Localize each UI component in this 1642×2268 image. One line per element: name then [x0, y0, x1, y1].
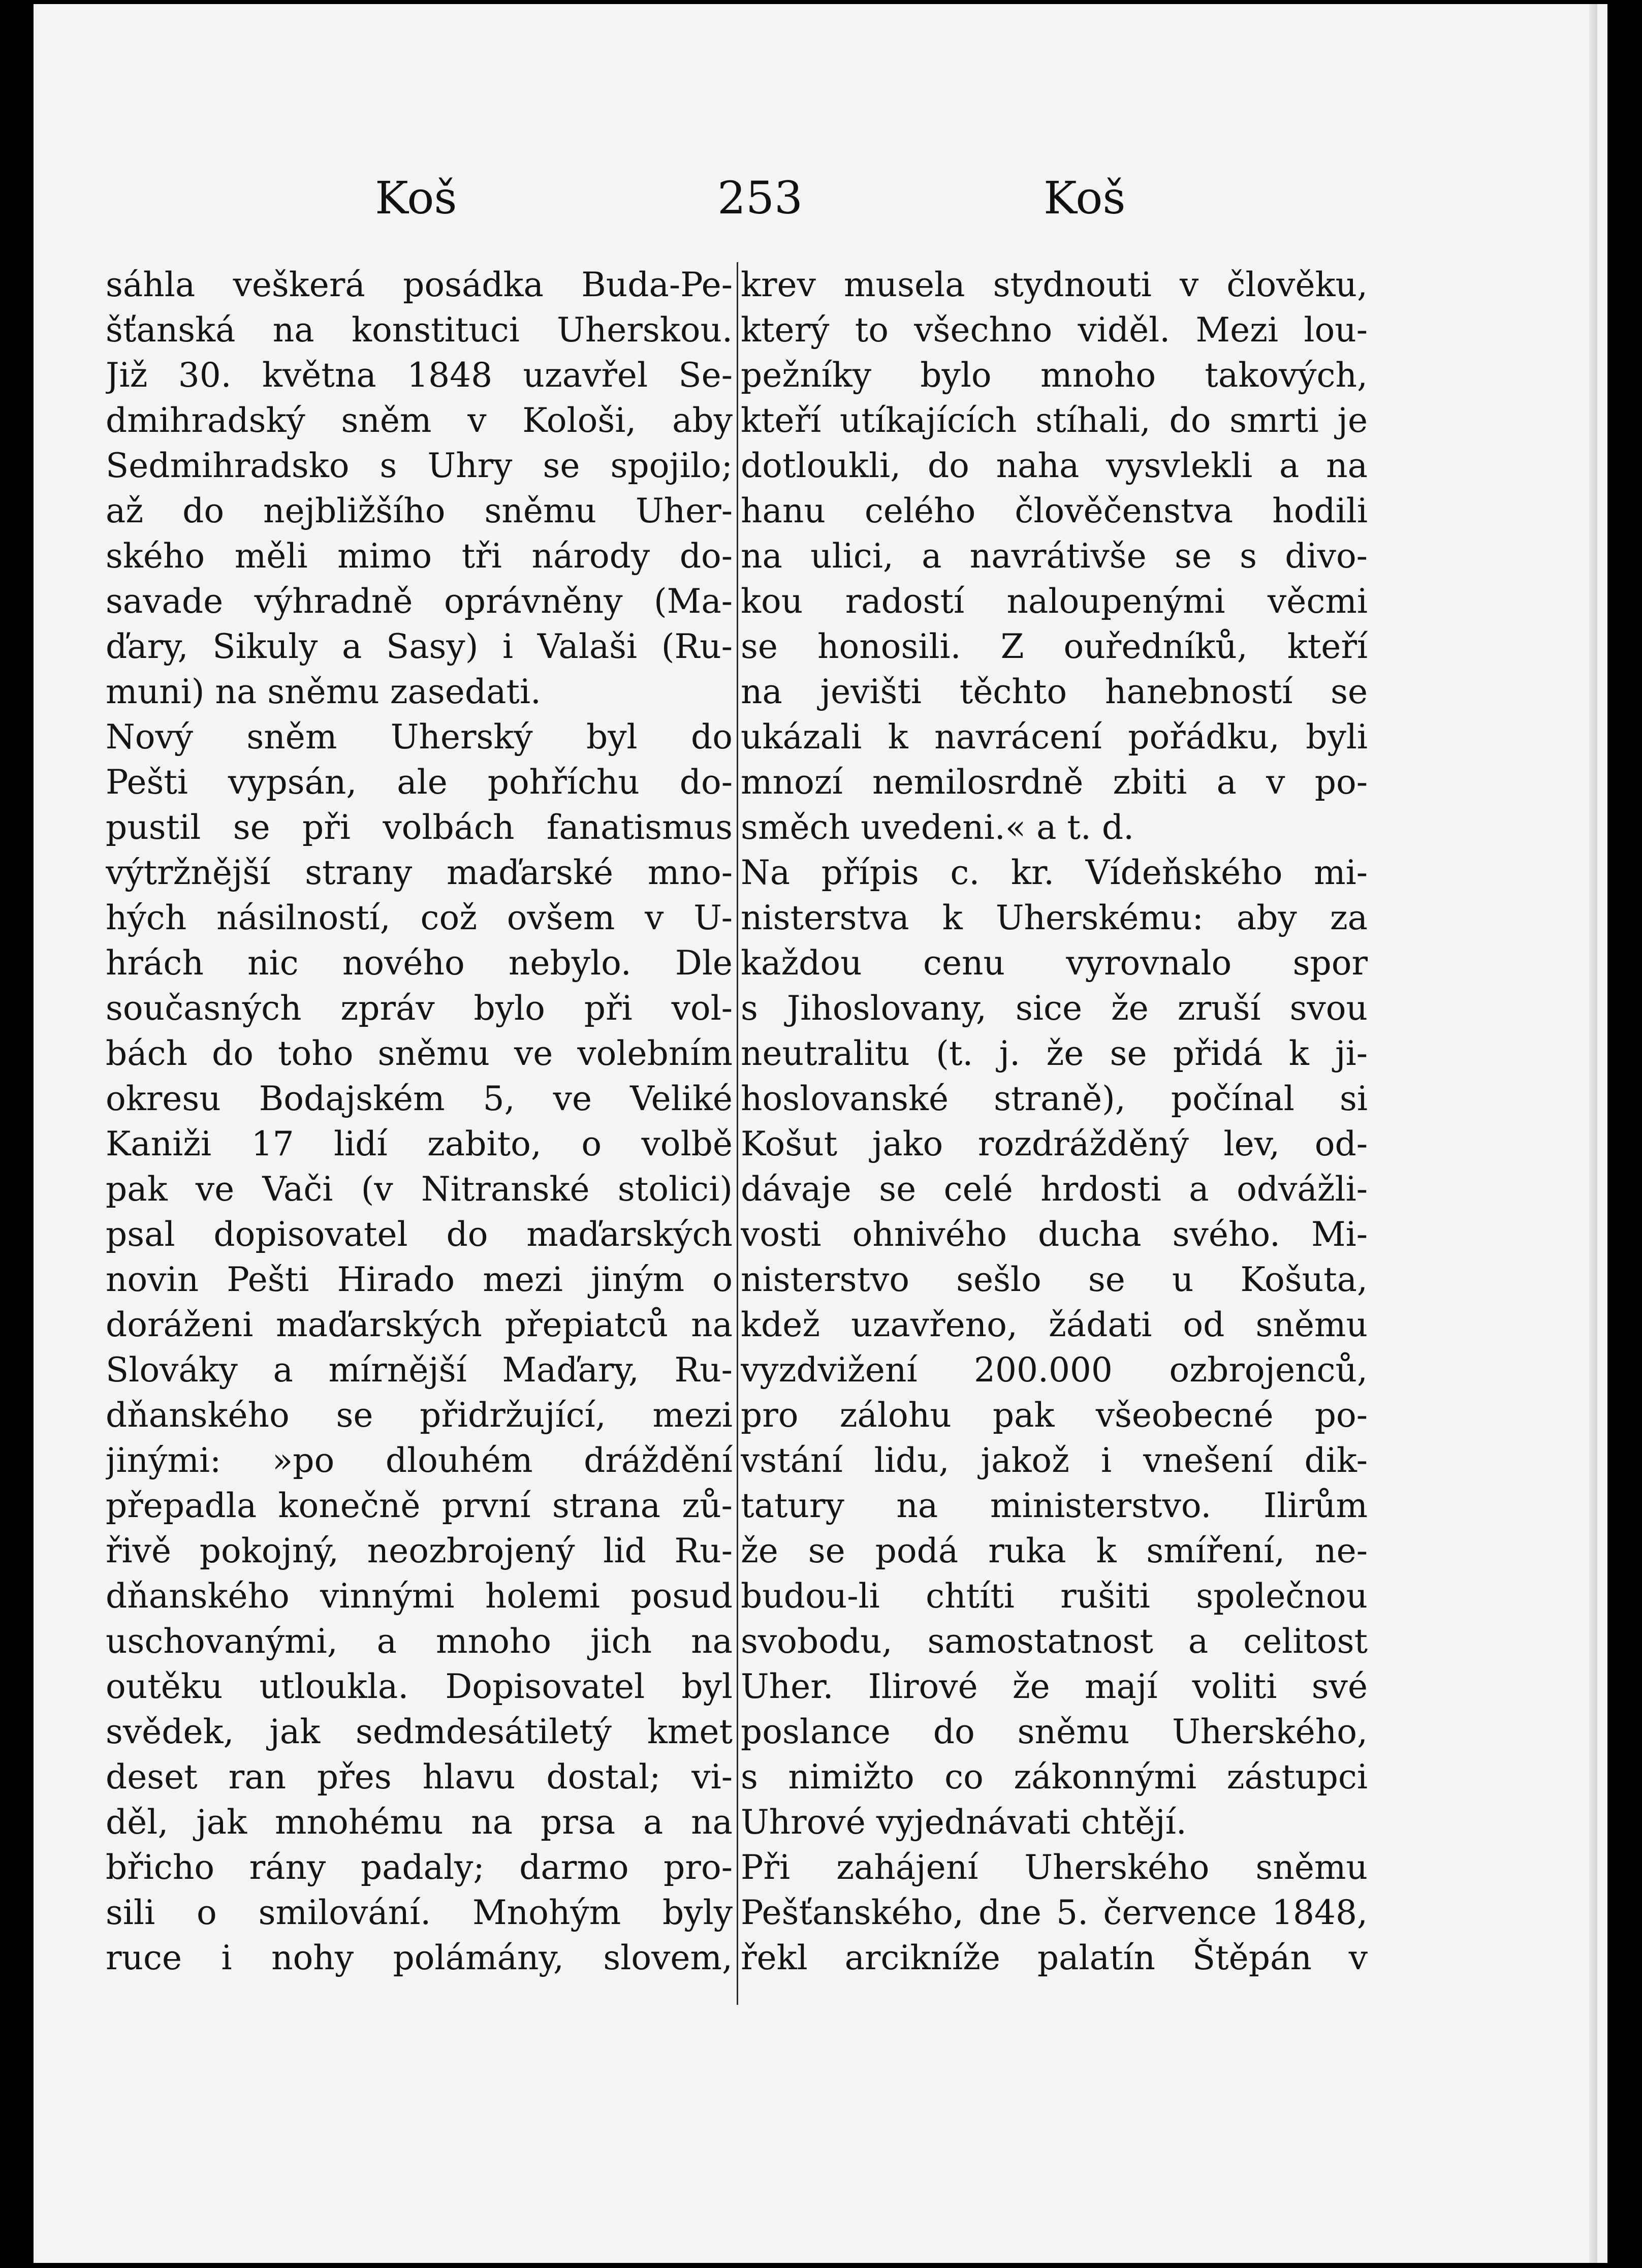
text-line: Uhrové vyjednávati chtějí.	[741, 1803, 1187, 1842]
text-line: hanu celého člověčenstva hodili	[741, 491, 1368, 530]
header-right-keyword: Koš	[1044, 172, 1126, 224]
text-line: se honosili. Z ouředníků, kteří	[741, 627, 1368, 666]
text-line: muni) na sněmu zasedati.	[106, 672, 542, 711]
text-line: s nimižto co zákonnými zástupci	[741, 1757, 1368, 1797]
text-line: dmihradský sněm v Kološi, aby	[106, 401, 733, 440]
text-line: Košut jako rozdrážděný lev, od-	[741, 1124, 1368, 1163]
text-line: vstání lidu, jakož i vnešení dik-	[741, 1441, 1368, 1480]
text-line: Nový sněm Uherský byl do	[106, 717, 733, 757]
text-line: hrách nic nového nebylo. Dle	[106, 943, 733, 983]
text-line: krev musela stydnouti v člověku,	[741, 265, 1368, 304]
text-line: Slováky a mírnější Maďary, Ru-	[106, 1350, 733, 1390]
text-line: Pešti vypsán, ale pohříchu do-	[106, 763, 733, 802]
text-line: pustil se při volbách fanatismus	[106, 808, 733, 847]
book-page	[34, 4, 1607, 2263]
text-line: ukázali k navrácení pořádku, byli	[741, 717, 1368, 757]
text-line: kdež uzavřeno, žádati od sněmu	[741, 1305, 1368, 1344]
text-line: děl, jak mnohému na prsa a na	[106, 1803, 733, 1842]
text-line: ruce i nohy polámány, slovem,	[106, 1938, 733, 1977]
text-line: řekl arcikníže palatín Štěpán v	[741, 1938, 1368, 1977]
running-header	[34, 172, 1607, 228]
text-line: kou radostí naloupenými věcmi	[741, 582, 1368, 621]
text-line: pežníky bylo mnoho takových,	[741, 356, 1368, 395]
text-line: dotloukli, do naha vysvlekli a na	[741, 446, 1368, 485]
text-line: doráženi maďarských přepiatců na	[106, 1305, 733, 1344]
text-line: výtržnější strany maďarské mno-	[106, 853, 733, 892]
text-line: Kaniži 17 lidí zabito, o volbě	[106, 1124, 733, 1163]
text-line: dávaje se celé hrdosti a odvážli-	[741, 1170, 1368, 1209]
text-line: pak ve Vači (v Nitranské stolici)	[106, 1170, 733, 1209]
text-line: Pešťanského, dne 5. července 1848,	[741, 1893, 1368, 1932]
text-line: svobodu, samostatnost a celitost	[741, 1622, 1368, 1661]
text-line: hých násilností, což ovšem v U-	[106, 898, 733, 937]
text-line: kteří utíkajících stíhali, do smrti je	[741, 401, 1368, 440]
text-line: psal dopisovatel do maďarských	[106, 1215, 733, 1254]
text-line: Již 30. května 1848 uzavřel Se-	[106, 356, 733, 395]
text-line: směch uvedeni.« a t. d.	[741, 808, 1134, 847]
text-line: budou-li chtíti rušiti společnou	[741, 1577, 1368, 1616]
text-line: mnozí nemilosrdně zbiti a v po-	[741, 763, 1368, 802]
text-line: vosti ohnivého ducha svého. Mi-	[741, 1215, 1368, 1254]
text-line: hoslovanské straně), počínal si	[741, 1079, 1368, 1118]
text-line: na jevišti těchto hanebností se	[741, 672, 1368, 711]
text-line: sili o smilování. Mnohým byly	[106, 1893, 733, 1932]
text-line: na ulici, a navrátivše se s divo-	[741, 537, 1368, 576]
text-line: svědek, jak sedmdesátiletý kmet	[106, 1712, 733, 1751]
page-edge	[1589, 4, 1597, 2263]
text-line: pro zálohu pak všeobecné po-	[741, 1396, 1368, 1435]
column-divider	[737, 262, 738, 2005]
text-line: uschovanými, a mnoho jich na	[106, 1622, 733, 1661]
page-number: 253	[717, 172, 803, 224]
text-line: s Jihoslovany, sice že zruší svou	[741, 989, 1368, 1028]
text-line: Sedmihradsko s Uhry se spojilo;	[106, 446, 733, 485]
left-column	[106, 262, 733, 1980]
header-left-keyword: Koš	[375, 172, 457, 224]
text-line: bách do toho sněmu ve volebním	[106, 1034, 733, 1073]
text-line: okresu Bodajském 5, ve Veliké	[106, 1079, 733, 1118]
text-line: vyzdvižení 200.000 ozbrojenců,	[741, 1350, 1368, 1390]
text-line: neutralitu (t. j. že se přidá k ji-	[741, 1034, 1368, 1073]
text-line: Uher. Ilirové že mají voliti své	[741, 1667, 1368, 1706]
text-line: každou cenu vyrovnalo spor	[741, 943, 1368, 983]
text-line: Při zahájení Uherského sněmu	[741, 1848, 1368, 1887]
text-line: deset ran přes hlavu dostal; vi-	[106, 1757, 733, 1797]
text-line: až do nejbližšího sněmu Uher-	[106, 491, 733, 530]
text-line: který to všechno viděl. Mezi lou-	[741, 310, 1368, 350]
text-line: řivě pokojný, neozbrojený lid Ru-	[106, 1531, 733, 1570]
text-line: dňanského vinnými holemi posud	[106, 1577, 733, 1616]
text-line: ďary, Sikuly a Sasy) i Valaši (Ru-	[106, 627, 733, 666]
text-line: břicho rány padaly; darmo pro-	[106, 1848, 733, 1887]
text-line: novin Pešti Hirado mezi jiným o	[106, 1260, 733, 1299]
text-line: nisterstva k Uherskému: aby za	[741, 898, 1368, 937]
right-column	[741, 262, 1368, 1980]
text-line: sáhla veškerá posádka Buda-Pe-	[106, 265, 733, 304]
text-line: šťanská na konstituci Uherskou.	[106, 310, 733, 350]
text-line: současných zpráv bylo při vol-	[106, 989, 733, 1028]
text-line: přepadla konečně první strana zů-	[106, 1486, 733, 1525]
text-line: outěku utloukla. Dopisovatel byl	[106, 1667, 733, 1706]
text-line: nisterstvo sešlo se u Košuta,	[741, 1260, 1368, 1299]
text-line: Na přípis c. kr. Vídeňského mi-	[741, 853, 1368, 892]
text-line: dňanského se přidržující, mezi	[106, 1396, 733, 1435]
text-line: savade výhradně oprávněny (Ma-	[106, 582, 733, 621]
text-line: tatury na ministerstvo. Ilirům	[741, 1486, 1368, 1525]
text-line: že se podá ruka k smíření, ne-	[741, 1531, 1368, 1570]
text-line: poslance do sněmu Uherského,	[741, 1712, 1368, 1751]
text-line: ského měli mimo tři národy do-	[106, 537, 733, 576]
text-line: jinými: »po dlouhém dráždění	[106, 1441, 733, 1480]
